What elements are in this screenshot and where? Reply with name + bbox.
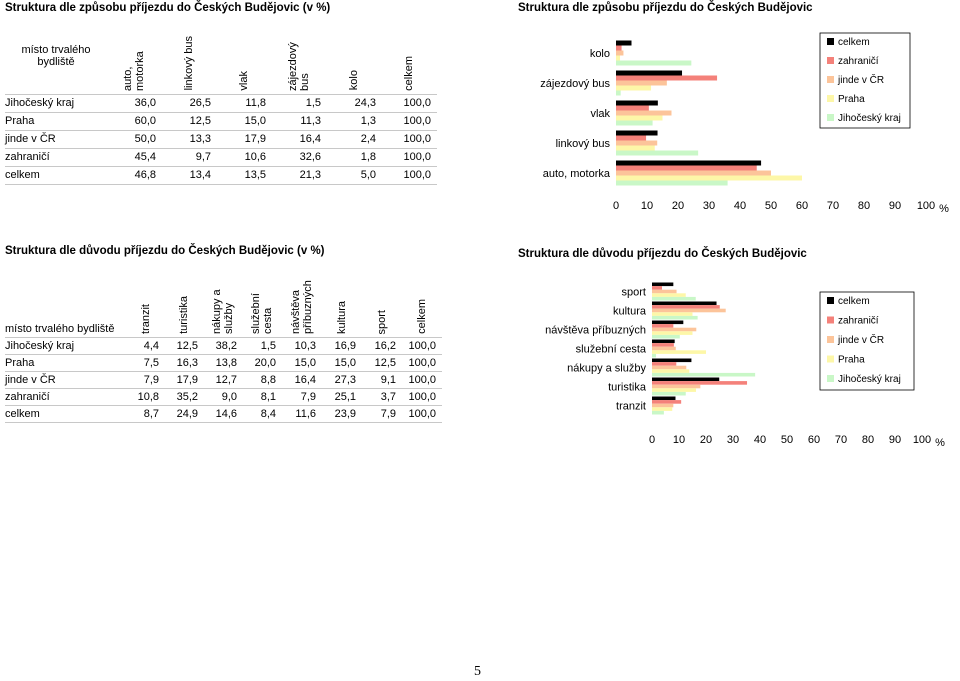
table-cell: 38,2: [204, 338, 243, 355]
bar-jihočeský-kraj: [616, 181, 728, 186]
bar-zahraničí: [652, 286, 662, 290]
legend-label: Praha: [838, 354, 865, 366]
bar-jihočeský-kraj: [616, 151, 698, 156]
category-label: návštěva příbuzných: [545, 324, 646, 337]
table-row: [5, 406, 442, 423]
category-label: nákupy a služby: [567, 362, 646, 375]
row-header: místo trvalého bydliště: [5, 323, 115, 335]
table-cell: 14,6: [204, 406, 243, 423]
legend-swatch: [827, 336, 834, 343]
x-tick-label: 20: [671, 200, 685, 212]
table-cell: 36,0: [107, 94, 162, 112]
table-header-row: [5, 272, 442, 338]
x-tick-label: 30: [702, 200, 716, 212]
bar-jinde-v-čr: [652, 404, 673, 408]
table-cell: 16,2: [362, 338, 402, 355]
table-cell: 16,4: [282, 372, 322, 389]
table-cell: 3,7: [362, 389, 402, 406]
column-header: služební cesta: [250, 293, 275, 334]
x-tick-label: 40: [733, 200, 747, 212]
bar-celkem: [652, 378, 719, 382]
legend-label: zahraničí: [838, 315, 879, 327]
table-cell: 16,4: [272, 130, 327, 148]
bar-praha: [652, 388, 696, 392]
column-header: sport: [375, 309, 388, 334]
x-tick-label: 70: [834, 434, 848, 446]
x-tick-label: 20: [699, 434, 713, 446]
table-cell: 13,5: [217, 166, 272, 184]
table-header-row: [5, 24, 437, 94]
bar-celkem: [652, 340, 675, 344]
bar-celkem: [652, 397, 675, 401]
bar-jihočeský-kraj: [652, 354, 656, 358]
table-cell: 20,0: [243, 355, 282, 372]
x-tick-label: 90: [888, 200, 902, 212]
table-cell: 27,3: [322, 372, 362, 389]
table-cell: 1,5: [272, 94, 327, 112]
table-cell: 16,9: [322, 338, 362, 355]
bar-zahraničí: [652, 381, 747, 385]
bar-zahraničí: [652, 400, 681, 404]
legend-swatch: [827, 95, 834, 102]
bar-jinde-v-čr: [616, 51, 623, 56]
chart1-title: Struktura dle způsobu příjezdu do Českých Budějovic: [518, 2, 813, 14]
table-cell: 100,0: [382, 148, 437, 166]
row-label: celkem: [5, 406, 127, 423]
bar-celkem: [616, 101, 658, 106]
table-cell: 11,6: [282, 406, 322, 423]
legend-label: Jihočeský kraj: [838, 113, 901, 124]
column-header: celkem: [403, 55, 416, 91]
table-cell: 11,3: [272, 112, 327, 130]
x-tick-label: 80: [861, 434, 875, 446]
column-header: nákupy a služby: [211, 289, 236, 334]
legend-label: celkem: [838, 37, 870, 48]
bar-jinde-v-čr: [616, 81, 667, 86]
table-row: [5, 389, 442, 406]
table-cell: 10,8: [127, 389, 165, 406]
legend-label: Praha: [838, 94, 865, 105]
table-cell: 45,4: [107, 148, 162, 166]
bar-praha: [616, 116, 663, 121]
table-cell: 7,9: [282, 389, 322, 406]
category-label: služební cesta: [575, 343, 646, 356]
bar-jihočeský-kraj: [652, 297, 696, 301]
table-cell: 35,2: [165, 389, 204, 406]
bar-jinde-v-čr: [652, 385, 700, 389]
bar-jihočeský-kraj: [652, 411, 664, 415]
bar-jinde-v-čr: [616, 111, 671, 116]
column-header: linkový bus: [183, 36, 196, 91]
table-cell: 100,0: [382, 166, 437, 184]
legend-label: Jihočeský kraj: [838, 374, 901, 385]
x-tick-label: 80: [857, 200, 871, 212]
legend-swatch: [827, 297, 834, 304]
table-cell: 100,0: [382, 130, 437, 148]
bar-praha: [652, 312, 693, 316]
x-tick-label: 90: [888, 434, 902, 446]
table-row: [5, 355, 442, 372]
table-cell: 17,9: [217, 130, 272, 148]
category-label: kolo: [589, 48, 610, 60]
table-cell: 100,0: [402, 355, 442, 372]
table-cell: 2,4: [327, 130, 382, 148]
bar-jihočeský-kraj: [652, 392, 686, 396]
legend-swatch: [827, 38, 834, 45]
arrival-mode-table: [5, 24, 437, 185]
table-cell: 100,0: [402, 338, 442, 355]
table-cell: 32,6: [272, 148, 327, 166]
bar-jinde-v-čr: [616, 171, 771, 176]
column-header: zájezdový bus: [287, 41, 312, 91]
category-label: linkový bus: [555, 138, 610, 150]
legend-swatch: [827, 114, 834, 121]
category-label: kultura: [612, 305, 646, 318]
bar-celkem: [616, 71, 682, 76]
table-cell: 26,5: [162, 94, 217, 112]
bar-jinde-v-čr: [652, 309, 726, 313]
bar-zahraničí: [616, 106, 649, 111]
row-label: celkem: [5, 166, 107, 184]
table-cell: 13,3: [162, 130, 217, 148]
table-row: [5, 130, 437, 148]
bar-praha: [652, 331, 693, 335]
table-cell: 46,8: [107, 166, 162, 184]
column-header: kolo: [348, 70, 361, 91]
table-cell: 9,1: [362, 372, 402, 389]
table-cell: 23,9: [322, 406, 362, 423]
column-header: tranzit: [139, 304, 152, 334]
bar-praha: [616, 146, 655, 151]
x-tick-label: 60: [807, 434, 821, 446]
page-number: 5: [474, 664, 481, 679]
table-cell: 7,9: [127, 372, 165, 389]
bar-jinde-v-čr: [652, 347, 676, 351]
bar-celkem: [616, 41, 632, 46]
bar-jinde-v-čr: [652, 328, 696, 332]
column-header: návštěva příbuzných: [289, 280, 314, 334]
bar-celkem: [652, 283, 673, 287]
bar-celkem: [652, 302, 717, 306]
table-cell: 9,7: [162, 148, 217, 166]
table-cell: 15,0: [217, 112, 272, 130]
legend-swatch: [827, 356, 834, 363]
category-label: zájezdový bus: [540, 78, 610, 90]
table-cell: 15,0: [322, 355, 362, 372]
x-unit-label: %: [939, 203, 949, 215]
table-cell: 12,5: [362, 355, 402, 372]
bar-zahraničí: [652, 343, 674, 347]
bar-jinde-v-čr: [652, 290, 677, 294]
table-row: [5, 148, 437, 166]
x-tick-label: 60: [795, 200, 809, 212]
table-cell: 25,1: [322, 389, 362, 406]
category-label: auto, motorka: [542, 168, 610, 180]
table-cell: 100,0: [402, 372, 442, 389]
arrival-mode-chart-svg: [520, 20, 956, 215]
table-cell: 13,8: [204, 355, 243, 372]
arrival-reason-chart: [520, 272, 956, 450]
table-cell: 24,9: [165, 406, 204, 423]
legend-label: zahraničí: [838, 56, 879, 67]
table-cell: 8,4: [243, 406, 282, 423]
bar-celkem: [616, 131, 658, 136]
row-label: zahraničí: [5, 148, 107, 166]
row-label: jinde v ČR: [5, 372, 127, 389]
bar-praha: [652, 407, 672, 411]
table-cell: 16,3: [165, 355, 204, 372]
legend-label: jinde v ČR: [838, 75, 885, 86]
table-cell: 24,3: [327, 94, 382, 112]
arrival-mode-chart: [520, 20, 956, 215]
category-label: vlak: [590, 108, 610, 120]
bar-jihočeský-kraj: [616, 61, 691, 66]
bar-praha: [616, 176, 802, 181]
table-cell: 1,3: [327, 112, 382, 130]
table-cell: 10,3: [282, 338, 322, 355]
bar-zahraničí: [652, 362, 676, 366]
table-cell: 1,5: [243, 338, 282, 355]
bar-jihočeský-kraj: [652, 335, 680, 339]
category-label: sport: [621, 286, 646, 299]
table-cell: 50,0: [107, 130, 162, 148]
table-cell: 4,4: [127, 338, 165, 355]
bar-jihočeský-kraj: [652, 316, 698, 320]
x-tick-label: 100: [912, 434, 932, 446]
row-label: Praha: [5, 112, 107, 130]
x-tick-label: 0: [612, 200, 620, 212]
table-cell: 1,8: [327, 148, 382, 166]
table-row: [5, 94, 437, 112]
table-cell: 100,0: [402, 389, 442, 406]
table2-title: Struktura dle důvodu příjezdu do Českých Budějovic (v %): [5, 245, 325, 257]
table-row: [5, 372, 442, 389]
table-cell: 13,4: [162, 166, 217, 184]
bar-zahraničí: [616, 46, 622, 51]
row-label: zahraničí: [5, 389, 127, 406]
bar-zahraničí: [652, 324, 673, 328]
bar-jihočeský-kraj: [616, 121, 653, 126]
category-label: turistika: [608, 381, 646, 394]
table-row: [5, 338, 442, 355]
category-label: tranzit: [616, 400, 646, 413]
x-tick-label: 10: [640, 200, 654, 212]
x-unit-label: %: [935, 437, 945, 449]
table-cell: 12,7: [204, 372, 243, 389]
x-tick-label: 40: [753, 434, 767, 446]
arrival-reason-chart-svg: [520, 272, 956, 450]
bar-celkem: [616, 161, 761, 166]
bar-zahraničí: [652, 305, 720, 309]
table-cell: 15,0: [282, 355, 322, 372]
legend-label: jinde v ČR: [838, 335, 885, 346]
bar-jihočeský-kraj: [616, 91, 621, 96]
table-cell: 100,0: [382, 112, 437, 130]
table-cell: 21,3: [272, 166, 327, 184]
table-cell: 100,0: [402, 406, 442, 423]
table-cell: 7,5: [127, 355, 165, 372]
column-header: auto, motorka: [122, 50, 147, 91]
table1-title: Struktura dle způsobu příjezdu do Českých Budějovic (v %): [5, 2, 331, 14]
bar-celkem: [652, 321, 683, 325]
bar-jinde-v-čr: [652, 366, 686, 370]
column-header: celkem: [415, 299, 428, 334]
bar-celkem: [652, 359, 691, 363]
legend-label: celkem: [838, 296, 870, 307]
row-label: jinde v ČR: [5, 130, 107, 148]
table-cell: 10,6: [217, 148, 272, 166]
bar-praha: [652, 369, 689, 373]
column-header: vlak: [238, 70, 251, 91]
table-cell: 11,8: [217, 94, 272, 112]
table-cell: 8,7: [127, 406, 165, 423]
bar-praha: [616, 56, 620, 61]
table-row: [5, 166, 437, 184]
bar-zahraničí: [616, 166, 757, 171]
row-label: Jihočeský kraj: [5, 94, 107, 112]
bar-zahraničí: [616, 76, 717, 81]
table-cell: 100,0: [382, 94, 437, 112]
column-header: kultura: [335, 300, 348, 334]
table-cell: 8,1: [243, 389, 282, 406]
row-header: místo trvalého bydliště: [21, 43, 91, 68]
bar-praha: [652, 293, 686, 297]
x-tick-label: 70: [826, 200, 840, 212]
x-tick-label: 10: [672, 434, 686, 446]
bar-jihočeský-kraj: [652, 373, 755, 377]
legend-swatch: [827, 76, 834, 83]
chart2-title: Struktura dle důvodu příjezdu do Českých Budějovic: [518, 248, 807, 260]
table-cell: 5,0: [327, 166, 382, 184]
bar-praha: [616, 86, 651, 91]
table-cell: 8,8: [243, 372, 282, 389]
x-tick-label: 100: [916, 200, 936, 212]
row-label: Jihočeský kraj: [5, 338, 127, 355]
table-cell: 60,0: [107, 112, 162, 130]
column-header: turistika: [178, 296, 191, 334]
bar-jinde-v-čr: [616, 141, 657, 146]
x-tick-label: 50: [764, 200, 778, 212]
legend-swatch: [827, 57, 834, 64]
legend-swatch: [827, 317, 834, 324]
table-cell: 17,9: [165, 372, 204, 389]
legend-swatch: [827, 375, 834, 382]
table-cell: 12,5: [165, 338, 204, 355]
table-cell: 9,0: [204, 389, 243, 406]
table-row: [5, 112, 437, 130]
table-cell: 12,5: [162, 112, 217, 130]
arrival-reason-table: [5, 272, 442, 423]
x-tick-label: 30: [726, 434, 740, 446]
bar-praha: [652, 350, 706, 354]
bar-zahraničí: [616, 136, 646, 141]
table-cell: 7,9: [362, 406, 402, 423]
x-tick-label: 0: [648, 434, 656, 446]
row-label: Praha: [5, 355, 127, 372]
x-tick-label: 50: [780, 434, 794, 446]
